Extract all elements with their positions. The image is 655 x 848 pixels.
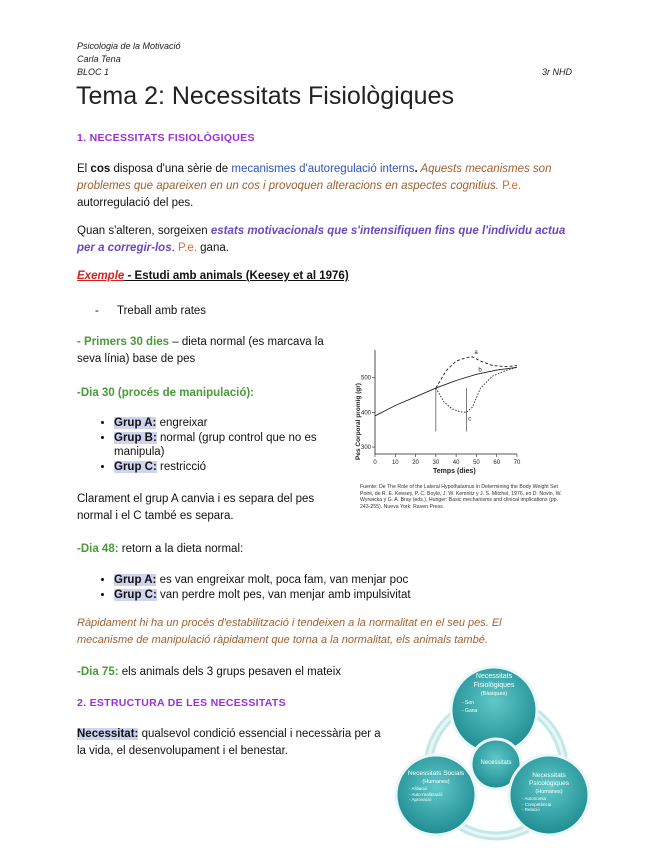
series-label-c: c [468,416,472,423]
dia48-line [77,541,243,558]
group-label: Grup C: [114,461,157,473]
text: van perdre molt pes, van menjar amb impulsivitat [156,589,411,601]
y-tick-label: 300 [360,445,371,452]
weight-chart [345,342,525,477]
text: restricció [156,461,207,473]
paragraph-primers [77,334,339,368]
text-blue: mecanismes d'autoregulació interns [231,163,415,175]
needs-diagram [383,655,603,848]
text: normal (grup control que no es manipula) [114,432,317,458]
chart-axes [361,350,521,466]
text-bold-italic: estats motivacionals que s'intensifiquen fins que l'individu actua per a corregir-los [77,225,566,254]
x-tick-label: 60 [493,460,501,466]
dash-item: - Treball amb rates [95,305,207,317]
y-tick-label: 400 [360,410,371,417]
x-tick-label: 30 [432,460,440,466]
chart-series [375,350,517,432]
node-sub: (Bàsiques) [480,691,508,697]
paragraph-necessitat [77,726,382,760]
text: . [414,163,418,175]
text: – dieta normal (es marcava la seva línia) base de pes [77,336,324,365]
group-label: Grup B: [114,432,157,444]
node-extra: - Son - Gana [462,699,478,714]
list-item [114,460,344,474]
text: retorn a la dieta normal: [118,543,244,555]
node-title: Necessitats Psicològiques [528,772,570,787]
list-item [114,573,514,587]
node-sub: (Humanes) [535,789,563,795]
x-tick-label: 70 [513,460,521,466]
text: engreixar [156,417,208,429]
text: els animals dels 3 grups pesaven el mateix [118,666,341,678]
example-title: - Estudi amb animals (Keesey et al 1976) [124,270,349,282]
series-label-b: b [478,367,482,374]
text-italic: Aquests mecanismes son problemes que apareixen en un cos i provoquen alteracions en aspectes cognitius. [77,163,552,192]
node-title: Necessitats Socials [407,770,465,777]
series-label-a: a [474,349,478,356]
list-item [114,588,514,602]
text-green: - Primers 30 dies [77,336,170,348]
list-item [114,416,344,430]
paragraph-rapidament: Ràpidament hi ha un procés d'estabilització i tendeixen a la normalitat en el seu pes. El mecanisme de manipulació ràpidament que torna a la normalitat, els animals també. [77,617,502,646]
text-pe: P.e. [177,242,197,254]
text: Quan s'alteren, sorgeixen [77,225,211,237]
example-label: Exemple [77,270,125,282]
x-tick-label: 0 [373,460,377,466]
page-title: Tema 2: Necessitats Fisiològiques [76,82,454,110]
node-extra: - Afiliació - Auto-realització - Aprovació [409,786,443,802]
header-group: 3r NHD [542,67,573,77]
header-author: Carla Tena [77,54,121,64]
paragraph-clarament: Clarament el grup A canvia i es separa del pes normal i el C també es separa. [77,493,315,522]
node-left [401,770,471,803]
necessitat-label: Necessitat: [77,728,139,740]
section-heading-2: 2. ESTRUCTURA DE LES NECESSITATS [77,697,286,709]
text: El [77,163,91,175]
text: disposa d'una sèrie de [110,163,232,175]
paragraph-intro [77,161,577,212]
list-dia30 [94,416,344,475]
dia75-line [77,664,341,681]
node-top [456,673,532,716]
group-label: Grup C: [114,589,157,601]
text: qualsevol condició essencial i necessària per a la vida, el desenvolupament i el benestar. [77,728,381,757]
group-label: Grup A: [114,574,157,586]
text-bold: cos [90,163,111,175]
list-item [114,431,344,459]
node-right [514,772,584,813]
text: . [171,242,178,254]
chart-caption: Fuente: De The Role of the Lateral Hypothalamus in Determining the Body Weight Set Point, de R. E. Keesey, P. C. Boyle, J. W. Kemnitz y J. S. Mitchel, 1976, en D. Novin, W. Wyrwicka y G. A. Bray (eds.), Hunger: Basic mechanisms and clinical implications (pp. 243-255). Nueva York: Raven Press. [360,484,562,510]
y-tick-label: 500 [360,375,371,382]
x-tick-label: 20 [412,460,419,466]
text: gana. [196,242,229,254]
chart-xlabel: Temps (dies) [433,468,476,475]
example-heading [77,268,349,285]
x-tick-label: 40 [452,460,460,466]
text-green: -Dia 48: [77,543,119,555]
group-label: Grup A: [114,417,157,429]
paragraph-alteration [77,223,577,257]
text-pe: P.e. [498,180,522,192]
text: Treball amb rates [117,305,207,317]
text-green: -Dia 75: [77,666,119,678]
chart-ylabel: Pes Corporal promig (gr) [355,383,362,460]
node-extra: - Autonomia - Competència - Relació [522,796,552,812]
header-block: BLOC 1 [77,67,110,77]
node-sub: (Humanes) [422,779,450,785]
x-tick-label: 10 [391,460,399,466]
node-center: Necessitats [480,760,512,766]
text: autorregulació del pes. [77,197,194,209]
list-dia48 [94,573,514,603]
dia30-heading: -Dia 30 (procés de manipulació): [77,387,255,399]
text: es van engreixar molt, poca fam, van menjar poc [156,574,409,586]
section-heading-1: 1. NECESSITATS FISIOLÒGIQUES [77,132,255,144]
node-title: Necessitats Fisiològiques [473,673,515,689]
x-tick-label: 50 [473,460,480,466]
header-course: Psicologia de la Motivació [77,41,181,51]
